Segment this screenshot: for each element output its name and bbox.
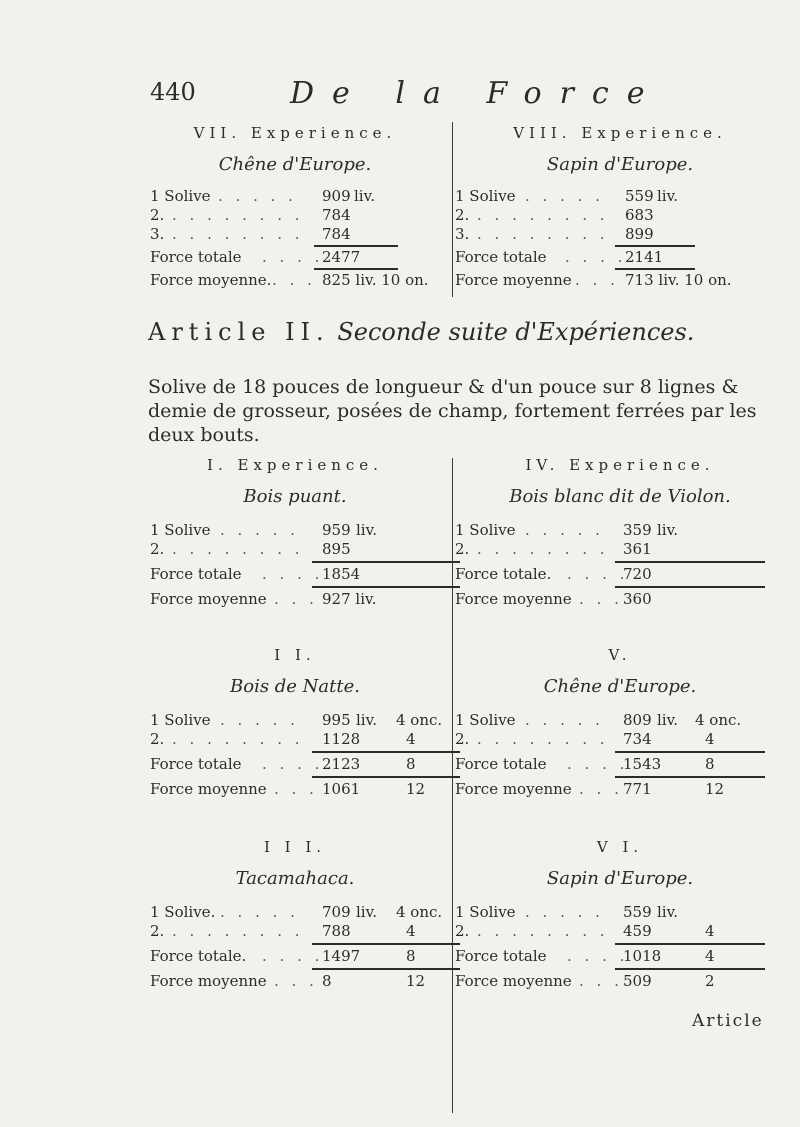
table-row: 2. . . . . . . . . 788 4 <box>150 922 416 940</box>
article-heading: Article II. Seconde suite d'Expériences. <box>148 318 695 346</box>
experiment-wood: Chêne d'Europe. <box>543 676 697 697</box>
table-row: 1 Solive . . . . . 909 liv. <box>150 187 376 205</box>
experiment-wood: Bois blanc dit de Violon. <box>509 486 731 507</box>
total-row: Force totale . . . . 2477 <box>150 248 361 266</box>
experiment-title: IV. Experience. <box>525 456 715 474</box>
running-title: De la Force <box>290 76 663 111</box>
experiment-wood: Sapin d'Europe. <box>546 154 694 175</box>
mean-row: Force moyenne . . . 360 <box>455 590 652 608</box>
page-number: 440 <box>150 78 196 106</box>
sum-rule <box>312 968 460 970</box>
table-row: 1 Solive . . . . . 559 liv. <box>455 903 679 921</box>
total-row: Force totale. . . . . 1497 8 <box>150 947 416 965</box>
total-row: Force totale . . . . 1018 4 <box>455 947 715 965</box>
experiment-title: I. Experience. <box>207 456 383 474</box>
total-row: Force totale . . . . 1543 8 <box>455 755 715 773</box>
mean-row: Force moyenne . . . 771 12 <box>455 780 725 798</box>
table-row: 1 Solive . . . . . 995 liv. 4 onc. <box>150 711 443 729</box>
sum-rule <box>314 268 398 270</box>
total-row: Force totale . . . . 2123 8 <box>150 755 416 773</box>
mean-row: Force moyenne . . . 8 12 <box>150 972 426 990</box>
experiment-block <box>455 646 785 799</box>
experiment-wood: Tacamahaca. <box>235 868 355 889</box>
experiment-viii <box>455 124 785 290</box>
table-row: 1 Solive. . . . . . 709 liv. 4 onc. <box>150 903 443 921</box>
experiment-block <box>455 838 785 991</box>
mean-row: Force moyenne . . . 927 liv. <box>150 590 377 608</box>
experiment-wood: Chêne d'Europe. <box>218 154 372 175</box>
experiment-block <box>455 456 785 609</box>
sum-rule <box>615 245 695 247</box>
sum-rule <box>615 943 765 945</box>
table-row: 2. . . . . . . . . 895 <box>150 540 351 558</box>
table-row: 2. . . . . . . . . 459 4 <box>455 922 715 940</box>
table-row: 1 Solive . . . . . 559 liv. <box>455 187 679 205</box>
experiment-vii <box>150 124 440 290</box>
experiment-block <box>150 646 443 799</box>
sum-rule <box>615 968 765 970</box>
experiment-block <box>150 838 443 991</box>
sum-rule <box>615 268 695 270</box>
table-row: 1 Solive . . . . . 809 liv. 4 onc. <box>455 711 742 729</box>
table-row: 1 Solive . . . . . 359 liv. <box>455 521 679 539</box>
sum-rule <box>312 586 460 588</box>
table-row: 2. . . . . . . . . 361 <box>455 540 652 558</box>
table-row: 3. . . . . . . . . 784 <box>150 225 351 243</box>
experiment-wood: Bois puant. <box>243 486 347 507</box>
total-row: Force totale. . . . . 720 <box>455 565 652 583</box>
sum-rule <box>615 561 765 563</box>
mean-row: Force moyenne . . . 1061 12 <box>150 780 426 798</box>
sum-rule <box>312 776 460 778</box>
experiment-title: V. <box>608 646 632 664</box>
catchword: Article <box>692 1011 764 1031</box>
sum-rule <box>312 751 460 753</box>
sum-rule <box>615 751 765 753</box>
experiment-title: V I. <box>596 838 644 856</box>
experiment-wood: Bois de Natte. <box>230 676 360 697</box>
sum-rule <box>615 776 765 778</box>
intro-paragraph: Solive de 18 pouces de longueur & d'un pouce sur 8 lignes & demie de grosseur, posées de champ, fortement ferrées par les deux bouts. <box>148 376 757 446</box>
table-row: 2. . . . . . . . . 683 <box>455 206 654 224</box>
experiment-title: VIII. Experience. <box>513 124 727 142</box>
experiment-title: VII. Experience. <box>193 124 397 142</box>
table-row: 2. . . . . . . . . 1128 4 <box>150 730 416 748</box>
sum-rule <box>615 586 765 588</box>
table-row: 2. . . . . . . . . 734 4 <box>455 730 715 748</box>
mean-row: Force moyenne . . . 509 2 <box>455 972 715 990</box>
total-row: Force totale . . . . 2141 <box>455 248 664 266</box>
table-row: 1 Solive . . . . . 959 liv. <box>150 521 378 539</box>
mean-row: Force moyenne . . . 713 liv. 10 on. <box>455 271 732 289</box>
sum-rule <box>312 561 460 563</box>
experiment-wood: Sapin d'Europe. <box>546 868 694 889</box>
experiment-block <box>150 456 440 609</box>
total-row: Force totale . . . . 1854 <box>150 565 361 583</box>
table-row: 2. . . . . . . . . 784 <box>150 206 351 224</box>
experiment-title: I I. <box>274 646 316 664</box>
running-head <box>150 78 670 118</box>
sum-rule <box>314 245 398 247</box>
mean-row: Force moyenne. . . . 825 liv. 10 on. <box>150 271 429 289</box>
column-divider-bottom <box>452 458 453 1113</box>
table-row: 3. . . . . . . . . 899 <box>455 225 654 243</box>
experiment-title: I I I. <box>263 838 327 856</box>
sum-rule <box>312 943 460 945</box>
column-divider-top <box>452 122 453 297</box>
